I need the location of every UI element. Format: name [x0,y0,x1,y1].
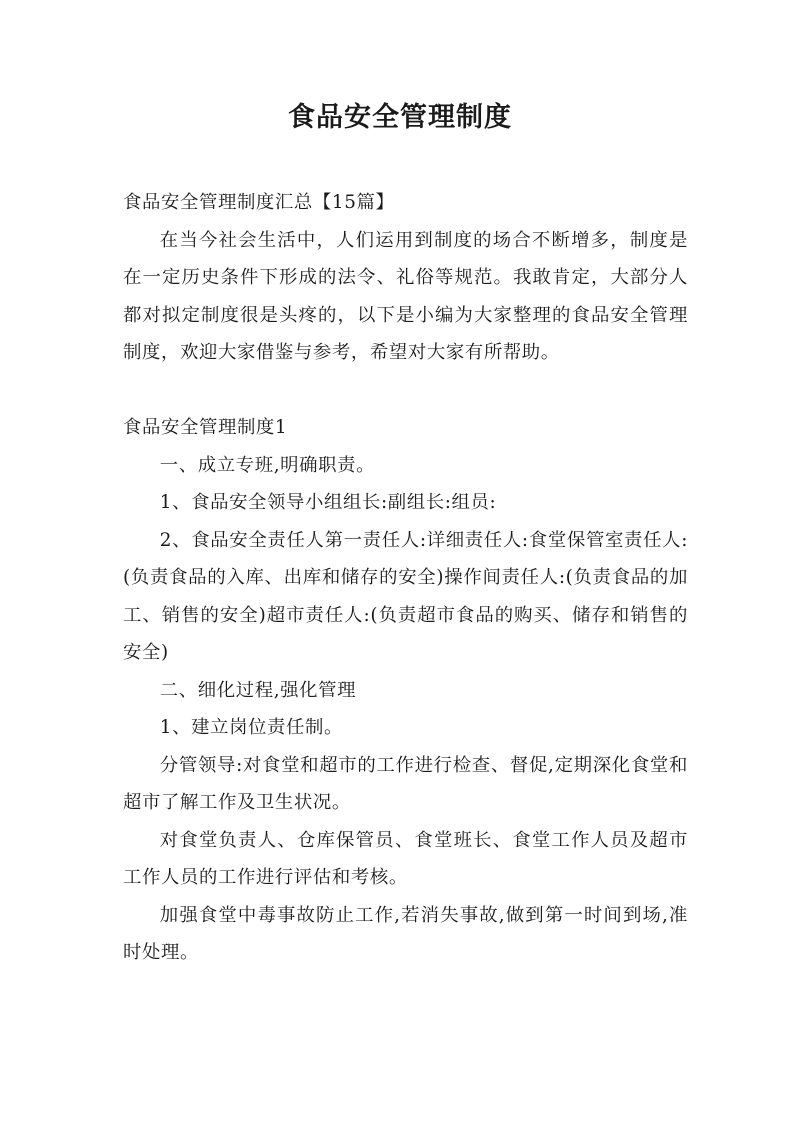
body-paragraph: 加强食堂中毒事故防止工作,若消失事故,做到第一时间到场,准时处理。 [123,904,688,963]
body-paragraph: 2、食品安全责任人第一责任人:详细责任人:食堂保管室责任人:(负责食品的入库、出库和储存的安全)操作间责任人:(负责食品的加工、销售的安全)超市责任人:(负责超市食品的购买、储存和销售的安全) [123,529,688,663]
body-paragraph: 1、食品安全领导小组组长:副组长:组员: [159,492,497,513]
body-paragraph: 对食堂负责人、仓库保管员、食堂班长、食堂工作人员及超市工作人员的工作进行评估和考核。 [123,829,688,888]
body-paragraph: 1、建立岗位责任制。 [159,717,344,738]
body-paragraph: 二、细化过程,强化管理 [159,679,357,701]
intro-paragraph: 在当今社会生活中，人们运用到制度的场合不断增多，制度是在一定历史条件下形成的法令、礼俗等规范。我敢肯定，大部分人都对拟定制度很是头疼的，以下是小编为大家整理的食品安全管理制度，欢迎大家借鉴与参考，希望对大家有所帮助。 [123,229,688,363]
document-body [123,184,688,972]
collection-heading: 食品安全管理制度汇总【15篇】 [123,192,395,213]
document-title: 食品安全管理制度 [288,102,512,133]
section-heading: 食品安全管理制度1 [123,417,288,438]
body-paragraph: 分管领导:对食堂和超市的工作进行检查、督促,定期深化食堂和超市了解工作及卫生状况。 [123,754,688,813]
body-paragraph: 一、成立专班,明确职责。 [159,454,376,476]
